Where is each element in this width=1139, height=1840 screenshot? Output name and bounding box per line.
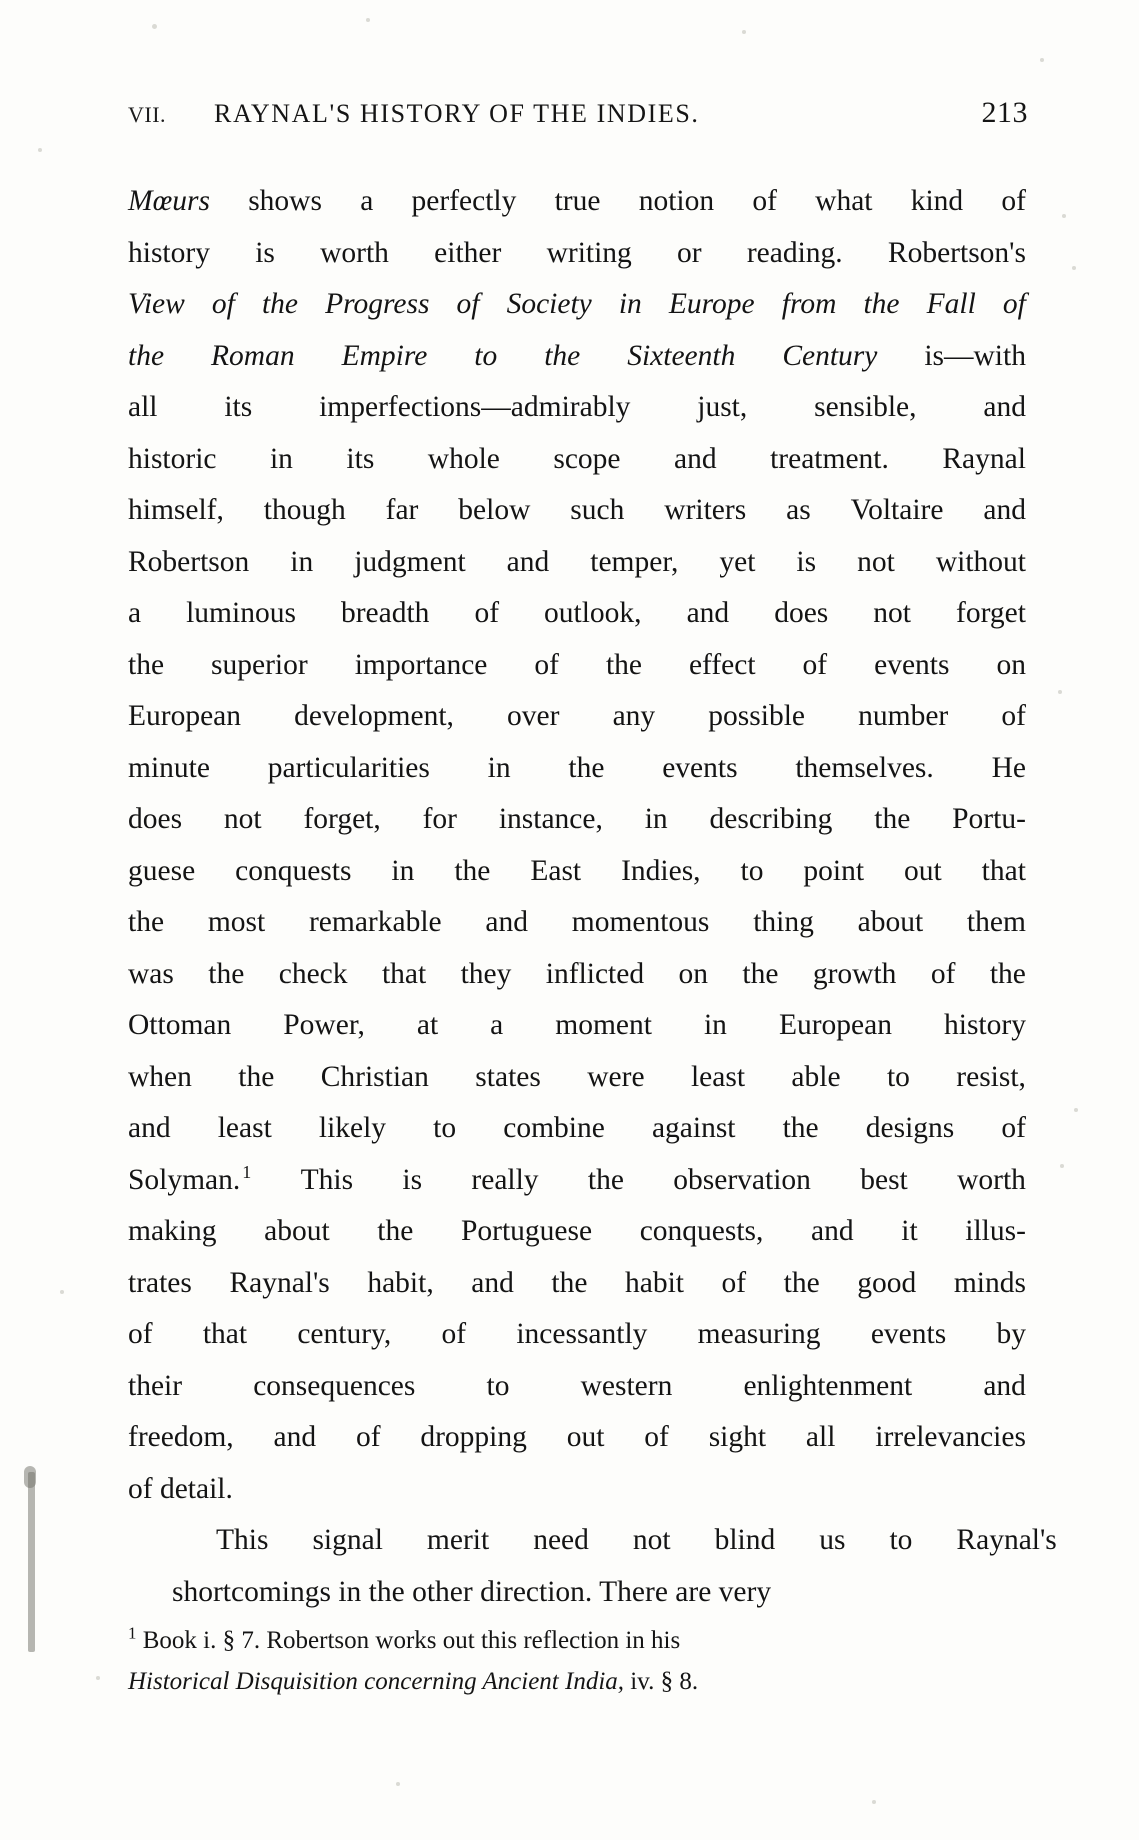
text-line: trates Raynal's habit, and the habit of the good minds: [128, 1266, 1026, 1299]
paragraph: [128, 176, 1026, 1515]
text-line: and least likely to combine against the designs of: [128, 1112, 1026, 1144]
scan-speckle: [60, 1290, 64, 1294]
scan-speckle: [366, 18, 370, 22]
text-line: the most remarkable and momentous thing about them: [128, 906, 1026, 938]
scan-speckle: [96, 1676, 100, 1680]
text-line: of that century, of incessantly measuring events by: [128, 1318, 1026, 1350]
scan-speckle: [38, 148, 42, 152]
text-line: the superior importance of the effect of events on: [128, 648, 1026, 681]
text-line: European development, over any possible number of: [128, 700, 1026, 732]
text-line: himself, though far below such writers as Voltaire and: [128, 494, 1026, 526]
text-line: guese conquests in the East Indies, to point out that: [128, 854, 1026, 887]
text-line: freedom, and of dropping out of sight all irrelevancies: [128, 1421, 1026, 1453]
text-line: when the Christian states were least able to resist,: [128, 1060, 1026, 1093]
scan-speckle: [872, 1800, 876, 1804]
scan-speckle: [1040, 58, 1044, 62]
text-line: Mœurs shows a perfectly true notion of what kind of: [128, 185, 1026, 217]
text-line: historic in its whole scope and treatment. Raynal: [128, 442, 1026, 475]
scan-speckle: [1060, 1164, 1064, 1168]
scan-speckle: [1062, 214, 1066, 218]
text-line: of detail.: [128, 1472, 233, 1505]
text-line: their consequences to western enlightenment and: [128, 1369, 1026, 1402]
paragraph: [128, 1515, 1057, 1618]
text-line: the Roman Empire to the Sixteenth Century is—with: [128, 339, 1026, 372]
scan-speckle: [1058, 690, 1062, 694]
body-text: [128, 176, 1057, 1618]
text-line: Ottoman Power, at a moment in European history: [128, 1009, 1026, 1041]
page-edge-artifact: [24, 1466, 36, 1488]
scan-speckle: [152, 24, 157, 29]
text-line: Robertson in judgment and temper, yet is not without: [128, 545, 1026, 578]
footnote-marker: 1: [128, 1623, 137, 1643]
chapter-number: VII.: [128, 102, 167, 127]
footnote-line-2: [128, 1661, 1026, 1702]
page-edge-artifact: [28, 1472, 35, 1652]
text-line: was the check that they inflicted on the growth of the: [128, 957, 1026, 990]
scan-speckle: [1072, 266, 1076, 270]
text-line: Solyman. $^1$ This is really the observation best worth: [128, 1161, 1026, 1196]
footnote-text-1: Book i. § 7. Robertson works out this reflection in his: [142, 1627, 681, 1654]
text-line: history is worth either writing or reading. Robertson's: [128, 236, 1026, 269]
page-title: RAYNAL'S HISTORY OF THE INDIES.: [214, 99, 700, 128]
text-line: making about the Portuguese conquests, and it illus-: [128, 1215, 1026, 1247]
text-line: shortcomings in the other direction. There are very: [172, 1575, 772, 1608]
scan-speckle: [1074, 1108, 1078, 1112]
text-line: does not forget, for instance, in describing the Portu-: [128, 803, 1026, 835]
footnote: [128, 1620, 1026, 1702]
page-number: 213: [981, 96, 1028, 129]
text-line: View of the Progress of Society in Europe from the Fall of: [128, 288, 1026, 320]
running-head: [128, 96, 1028, 130]
text-line: minute particularities in the events themselves. He: [128, 751, 1026, 784]
text-line: This signal merit need not blind us to Raynal's: [216, 1524, 1057, 1556]
footnote-citation-title: Historical Disquisition concerning Ancient India,: [128, 1668, 625, 1695]
scan-speckle: [742, 30, 746, 34]
text-line: all its imperfections—admirably just, sensible, and: [128, 391, 1026, 423]
text-line: a luminous breadth of outlook, and does not forget: [128, 597, 1026, 629]
footnote-citation-rest: iv. § 8.: [624, 1668, 699, 1695]
footnote-line-1: [128, 1620, 1026, 1661]
scan-speckle: [396, 1782, 400, 1786]
